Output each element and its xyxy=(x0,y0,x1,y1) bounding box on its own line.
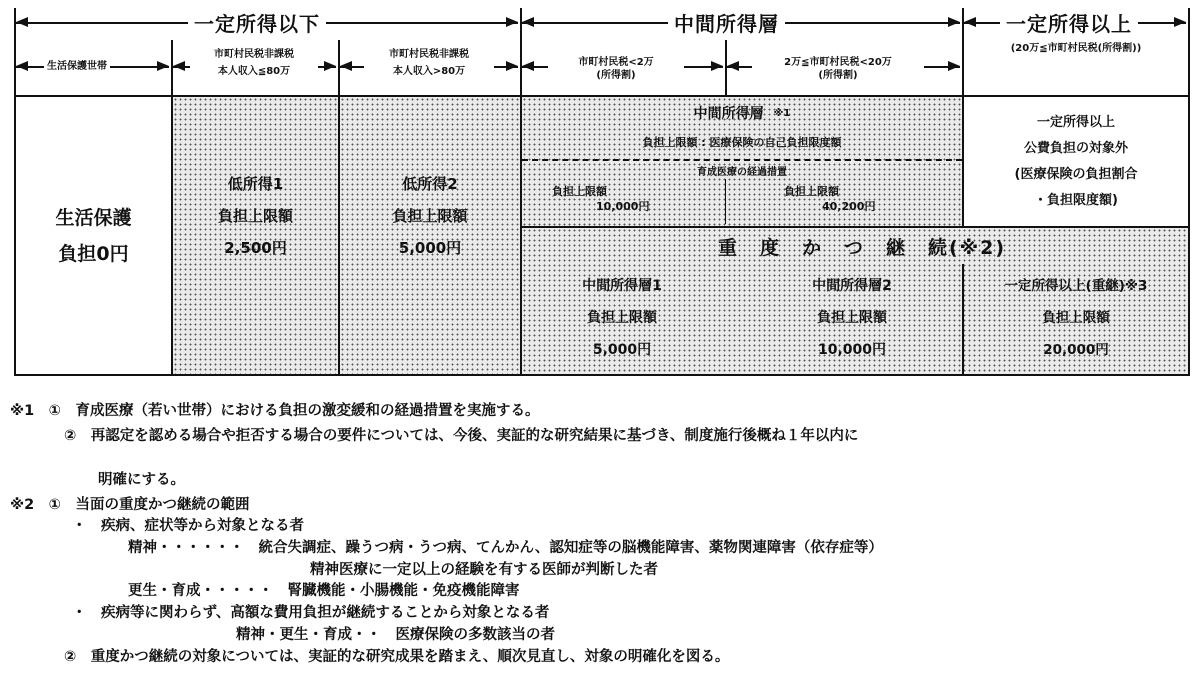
group-middle-income: 中間所得層 xyxy=(668,9,785,35)
severe-mid1: 中間所得層1 負担上限額 5,000円 xyxy=(582,278,662,358)
col-mid2-label: 2万≦市町村民税<20万 (所得割) xyxy=(752,52,924,86)
note-2-rehab: 更生・育成・・・・・ 腎臓機能・小腸機能・免疫機能障害 xyxy=(128,583,520,599)
high-income-condition: (20万≦市町村民税(所得割)) xyxy=(1010,42,1142,54)
note-1-1: ※1 ① 育成医療（若い世帯）における負担の激変緩和の経過措置を実施する。 xyxy=(10,403,540,419)
cell-welfare: 生活保護 負担0円 xyxy=(55,206,132,265)
cell-high-income: 一定所得以上 公費負担の対象外 (医療保険の負担割合 ・負担限度額) xyxy=(1014,114,1138,208)
col-low2-label: 市町村民税非課税 本人収入>80万 xyxy=(364,43,494,83)
col-mid1-label: 市町村民税<2万 (所得割) xyxy=(548,52,684,86)
note-2-bullet-2-cont: 精神・更生・育成・・ 医療保険の多数該当の者 xyxy=(236,627,555,643)
note-2-psych-cont: 精神医療に一定以上の経験を有する医師が判断した者 xyxy=(310,562,658,578)
cell-severe-continuous xyxy=(522,228,1188,374)
col-welfare-label: 生活保護世帯 xyxy=(44,59,110,74)
cell-middle-income xyxy=(522,97,962,226)
middle-income-title: 中間所得層 ※1 xyxy=(693,106,791,122)
note-2-bullet-1: ・ 疾病、症状等から対象となる者 xyxy=(72,518,304,534)
severe-title: 重 度 か つ 継 続(※2) xyxy=(717,236,1007,259)
cell-low-income-2: 低所得2 負担上限額 5,000円 xyxy=(340,97,520,374)
cell-low-income-1: 低所得1 負担上限額 2,500円 xyxy=(173,97,338,374)
frame-right xyxy=(1188,8,1190,376)
note-2-psych: 精神・・・・・・ 統合失調症、躁うつ病・うつ病、てんかん、認知症等の脳機能障害、薬物関連障害（依存症等） xyxy=(128,540,883,556)
transition-mid2: 負担上限額 40,200円 xyxy=(784,185,876,213)
dashed-divider xyxy=(522,159,962,161)
group-high-income: 一定所得以上 xyxy=(1000,9,1138,35)
severe-mid2: 中間所得層2 負担上限額 10,000円 xyxy=(812,278,892,358)
transition-mid1: 負担上限額 10,000円 xyxy=(552,185,650,213)
note-1-2: ② 再認定を認める場合や拒否する場合の要件については、今後、実証的な研究結果に基づき、制度施行後概ね１年以内に xyxy=(64,428,859,444)
note-2-bullet-2: ・ 疾病等に関わらず、高額な費用負担が継続することから対象となる者 xyxy=(72,605,550,621)
note-1-2-cont: 明確にする。 xyxy=(98,472,185,488)
severe-high: 一定所得以上(重継)※3 負担上限額 20,000円 xyxy=(1004,278,1148,358)
note-2-2: ② 重度かつ継続の対象については、実証的な研究成果を踏まえ、順次見直し、対象の明確化を図る。 xyxy=(64,649,730,665)
middle-income-desc: 負担上限額 : 医療保険の自己負担限度額 xyxy=(642,135,842,149)
group-low-income: 一定所得以下 xyxy=(188,9,326,35)
col-low1-label: 市町村民税非課税 本人収入≦80万 xyxy=(190,43,318,83)
note-2-1: ※2 ① 当面の重度かつ継続の範囲 xyxy=(10,497,250,513)
transition-measure-label: 育成医療の経過措置 xyxy=(697,166,787,178)
